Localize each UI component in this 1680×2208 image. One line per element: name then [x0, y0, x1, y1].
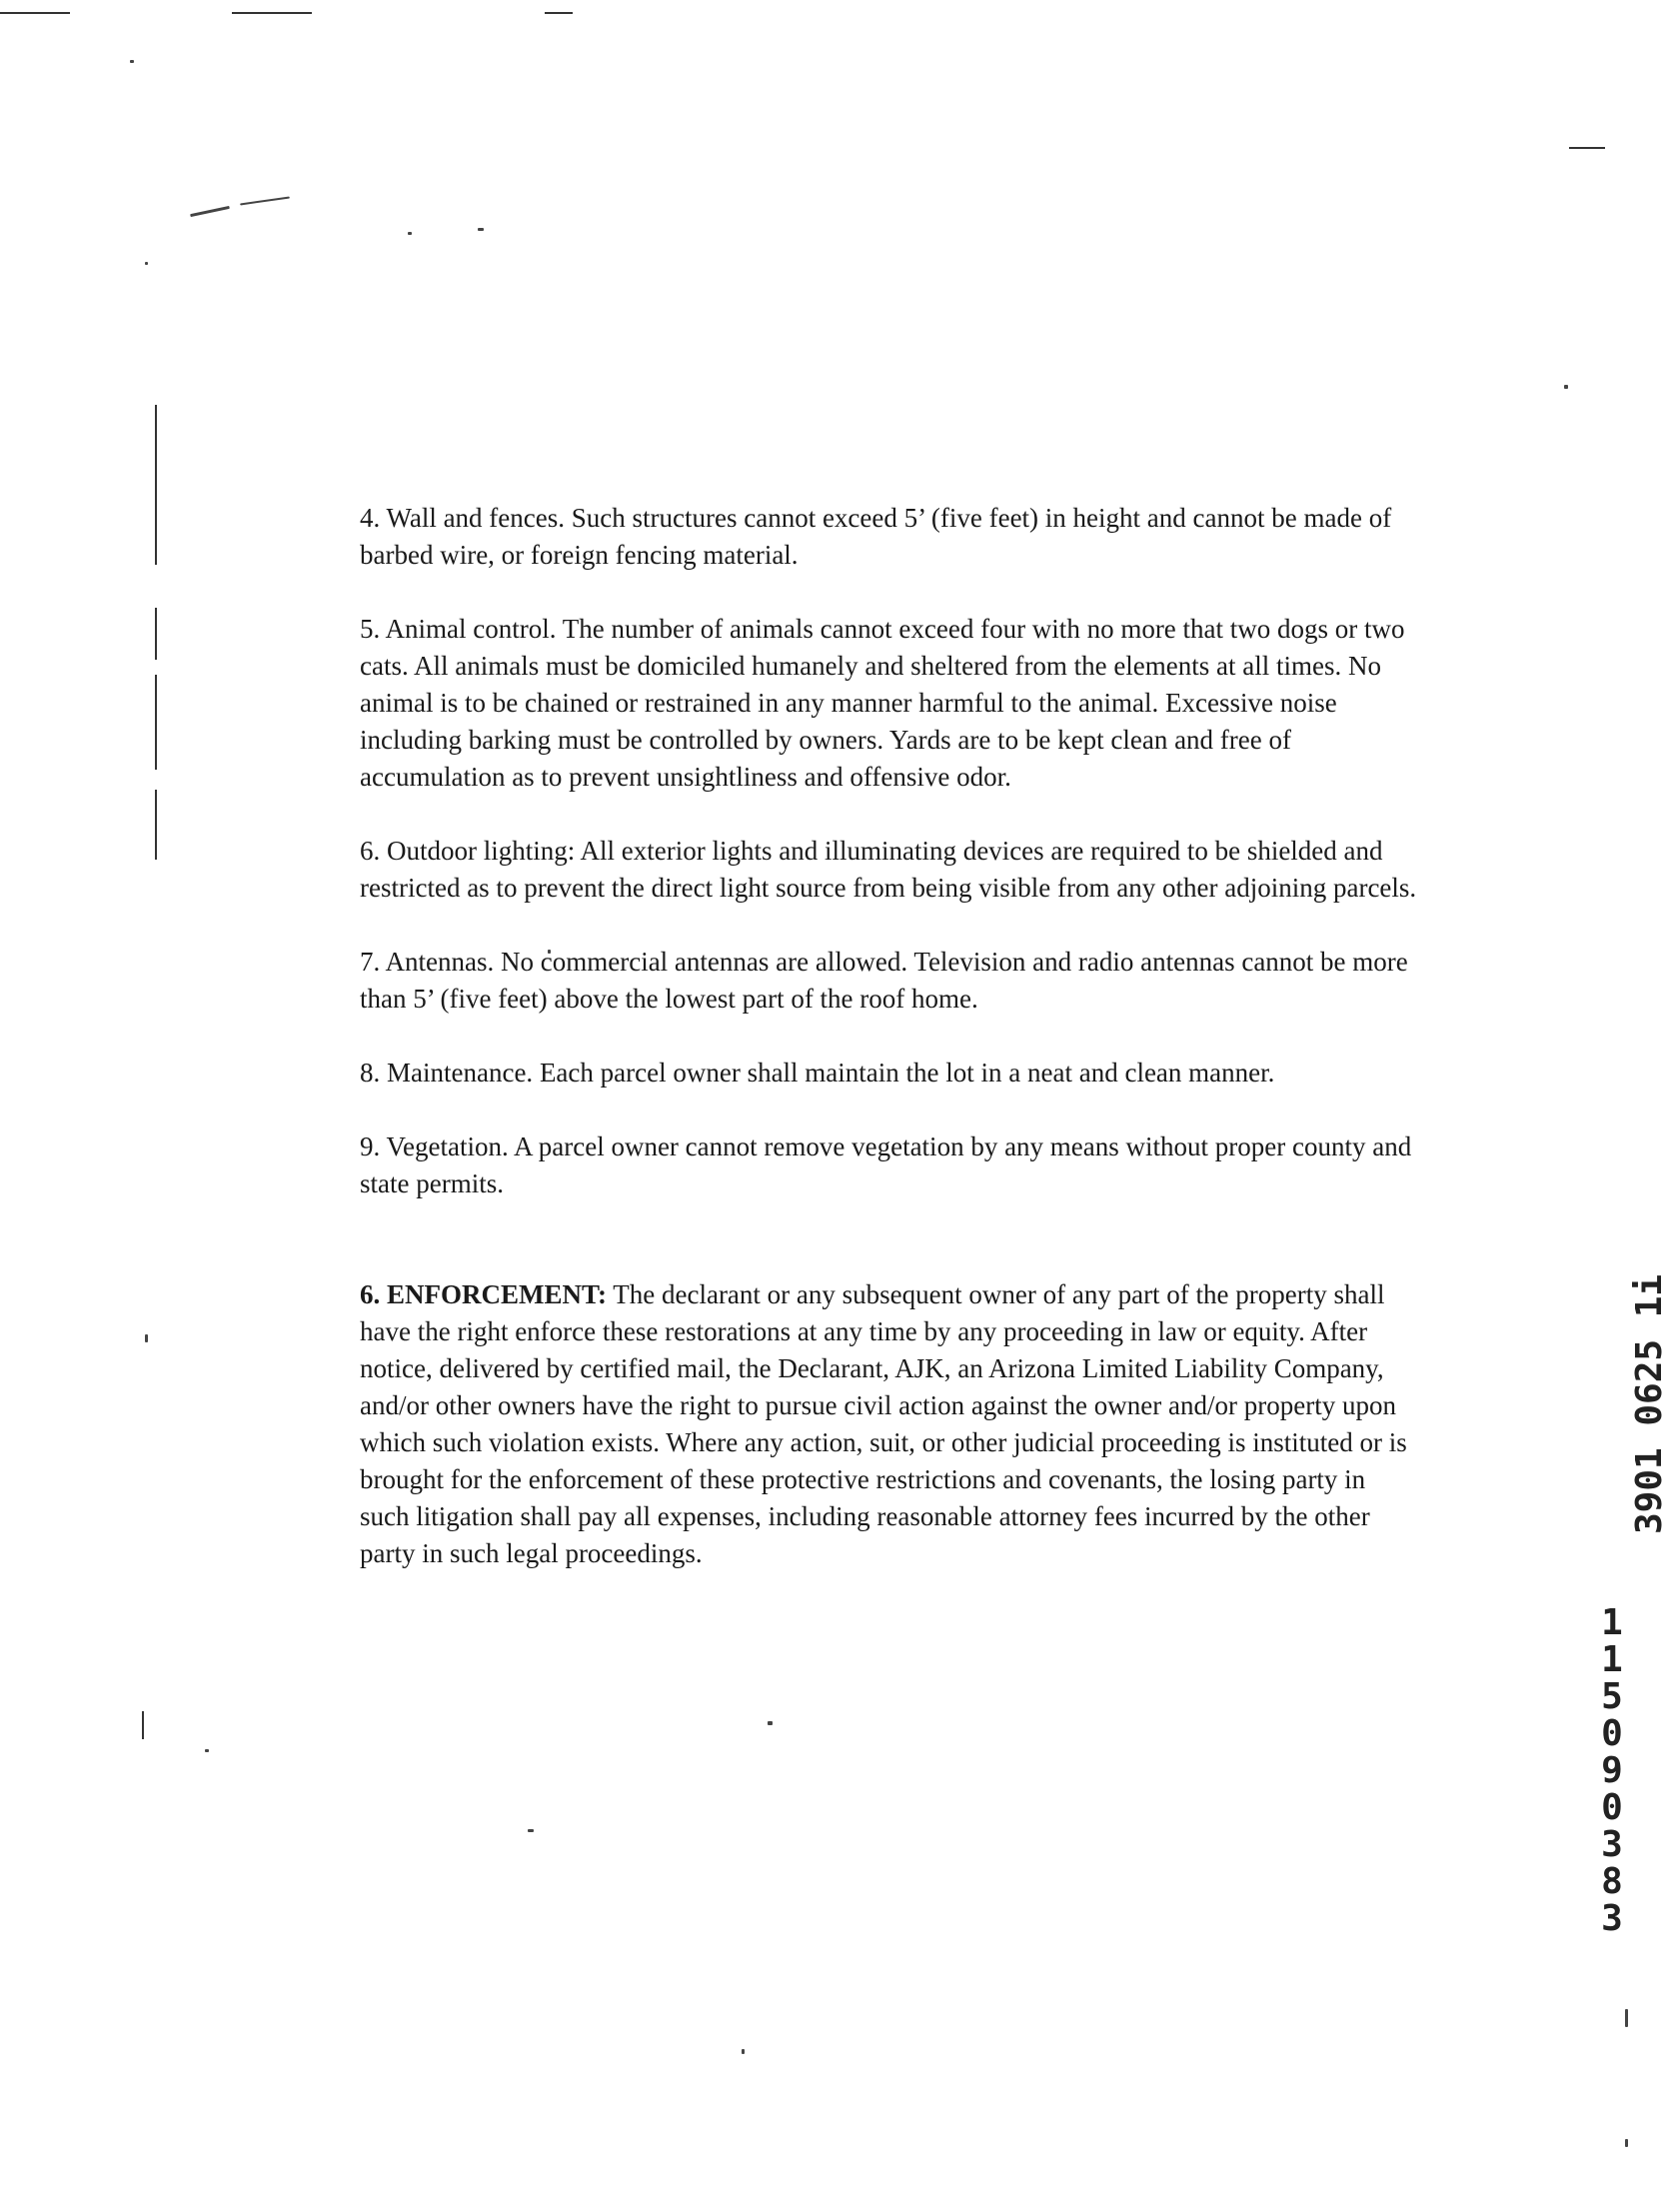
scan-speck [1625, 2009, 1628, 2027]
item-body: Each parcel owner shall maintain the lot in a neat and clean manner. [539, 1058, 1275, 1088]
scan-speck [478, 228, 484, 231]
scan-left-mark-4 [155, 790, 157, 860]
scan-top-rule-mid [232, 12, 312, 14]
scan-left-mark-3 [155, 675, 157, 770]
recording-code-stacked: 11509 0383 [1601, 1602, 1623, 1939]
item-title: Maintenance. [387, 1058, 534, 1088]
scan-top-rule-left [0, 12, 70, 14]
item-body: Such structures cannot exceed 5’ (five feet) in height and cannot be made of barbed wire, or foreign fencing material. [360, 503, 1392, 570]
item-number: 7. [360, 947, 381, 977]
item-antennas [360, 944, 1419, 1018]
covenants-text [360, 500, 1419, 1609]
scan-speck [742, 2049, 745, 2054]
scan-speck [408, 232, 412, 235]
recording-code-rotated: 3901 0625 1i [1629, 1273, 1670, 1534]
scan-speck [130, 60, 134, 63]
item-maintenance [360, 1055, 1419, 1092]
scan-top-rule-small [545, 12, 573, 14]
item-title: Wall and fences. [386, 503, 566, 533]
scan-left-mark-5 [142, 1711, 144, 1739]
scan-speck [205, 1749, 209, 1752]
scan-speck [768, 1721, 773, 1725]
item-title: Animal control. [385, 614, 557, 644]
item-title: Outdoor lighting: [387, 836, 576, 866]
item-body: All exterior lights and illuminating devices are required to be shielded and restricted as to prevent the direct light source from being visible from any other adjoining parcels. [360, 836, 1417, 903]
scan-speck [145, 262, 148, 265]
scan-left-mark-2 [155, 608, 157, 660]
enforcement-body: The declarant or any subsequent owner of any part of the property shall have the right enforce these restorations at any time by any proceeding in law or equity. After notice, delivered by certified mail, the Declarant, AJK, an Arizona Limited Liability Company, and/or other owners have the right to pursue civil action against the owner and/or property upon which such violation exists. Where any action, suit, or other judicial proceeding is instituted or is brought for the enforcement of these protective restrictions and covenants, the losing party in such litigation shall pay all expenses, including reasonable attorney fees incurred by the other party in such legal proceedings. [360, 1279, 1407, 1568]
scan-right-rule [1569, 147, 1605, 149]
enforcement-section [360, 1276, 1419, 1572]
scan-speck [1564, 385, 1568, 389]
item-outdoor-lighting [360, 833, 1419, 907]
item-title: Vegetation. [386, 1131, 509, 1161]
item-body: A parcel owner cannot remove vegetation by any means without proper county and state permits. [360, 1131, 1412, 1198]
scan-left-mark-1 [155, 405, 157, 565]
item-number: 4. [360, 503, 381, 533]
item-animal-control [360, 611, 1419, 796]
item-title: Antennas. [385, 947, 495, 977]
item-number: 5. [360, 614, 381, 644]
scan-speck [145, 1334, 148, 1342]
enforcement-heading: ENFORCEMENT: [387, 1279, 607, 1309]
enforcement-number: 6. [360, 1279, 381, 1309]
scan-speck [528, 1829, 534, 1832]
item-number: 9. [360, 1131, 381, 1161]
scan-speck [1625, 2139, 1628, 2147]
item-wall-and-fences [360, 500, 1419, 574]
scan-speck [240, 197, 290, 206]
scan-speck [190, 206, 230, 217]
item-body: No commercial antennas are allowed. Television and radio antennas cannot be more than 5’ (five feet) above the lowest part of the roof home. [360, 947, 1408, 1014]
item-number: 6. [360, 836, 381, 866]
item-body: The number of animals cannot exceed four with no more that two dogs or two cats. All animals must be domiciled humanely and sheltered from the elements at all times. No animal is to be chained or restrained in any manner harmful to the animal. Excessive noise including barking must be controlled by owners. Yards are to be kept clean and free of accumulation as to prevent unsightliness and offensive odor. [360, 614, 1405, 792]
item-number: 8. [360, 1058, 381, 1088]
item-vegetation [360, 1128, 1419, 1202]
